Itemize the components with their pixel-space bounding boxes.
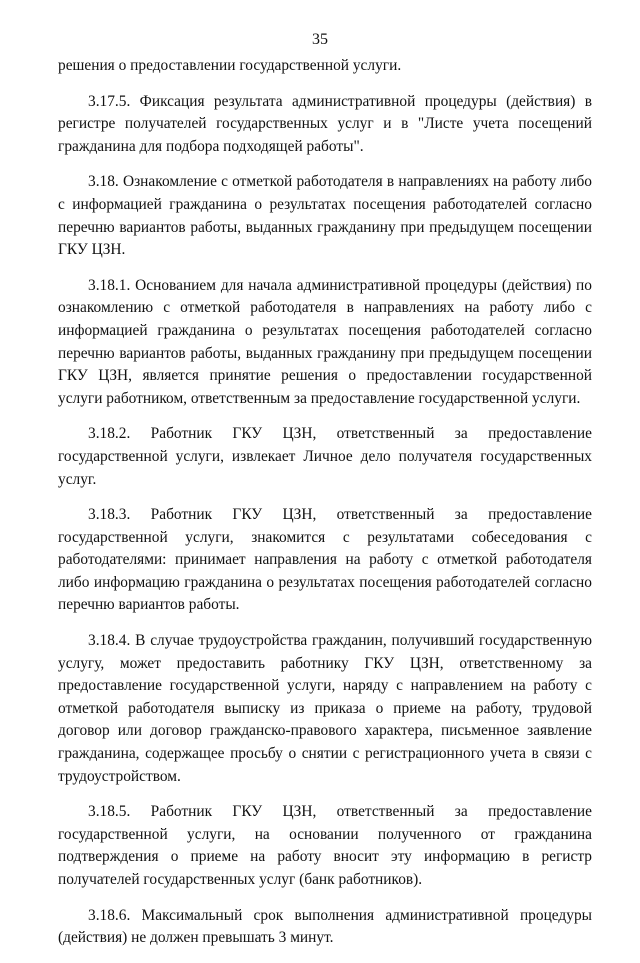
paragraph-3-18-2: 3.18.2. Работник ГКУ ЦЗН, ответственный за предоставление государственной услуги, извлекает Личное дело получателя государственных услуг. — [58, 425, 592, 488]
paragraph-continuation: решения о предоставлении государственной услуги. — [58, 57, 402, 74]
paragraph-3-18-3: 3.18.3. Работник ГКУ ЦЗН, ответственный за предоставление государственной услуги, знакомится с результатами собеседования с работодателями: принимает направления на работу с отметкой работодателя либо информацию гражданина о результатах посещения работодателей согласно перечню вариантов работы. — [58, 506, 592, 614]
paragraph-3-18-6: 3.18.6. Максимальный срок выполнения административной процедуры (действия) не должен превышать 3 минут. — [58, 906, 592, 947]
paragraph-3-18-4: 3.18.4. В случае трудоустройства гражданин, получивший государственную услугу, может предоставить работнику ГКУ ЦЗН, ответственному за предоставление государственной услуги, наряду с направлением на работу с отметкой работодателя выписку из приказа о приеме на работу, трудовой договор или договор гражданско-правового характера, письменное заявление гражданина, содержащее просьбу о снятии с регистрационного учета в связи с трудоустройством. — [58, 632, 592, 785]
paragraph-3-18-1: 3.18.1. Основанием для начала административной процедуры (действия) по ознакомлению с отметкой работодателя в направлениях на работу либо с информацией гражданина о результатах посещения работодателей согласно перечню вариантов работы, выданных гражданину при предыдущем посещении ГКУ ЦЗН, является принятие решения о предоставлении государственной услуги работником, ответственным за предоставление государственной услуги. — [58, 276, 592, 407]
page-number: 35 — [312, 31, 328, 48]
paragraph-3-18: 3.18. Ознакомление с отметкой работодателя в направлениях на работу либо с информацией гражданина о результатах посещения работодателей согласно перечню вариантов работы, выданных гражданину при предыдущем посещении ГКУ ЦЗН. — [58, 173, 592, 259]
paragraph-3-18-5: 3.18.5. Работник ГКУ ЦЗН, ответственный за предоставление государственной услуги, на основании полученного от гражданина подтверждения о приеме на работу вносит эту информацию в регистр получателей государственных услуг (банк работников). — [58, 803, 592, 888]
document-body — [58, 55, 592, 963]
paragraph-3-17-5: 3.17.5. Фиксация результата административной процедуры (действия) в регистре получателей государственных услуг и в "Листе учета посещений гражданина для подбора подходящей работы". — [58, 92, 592, 155]
